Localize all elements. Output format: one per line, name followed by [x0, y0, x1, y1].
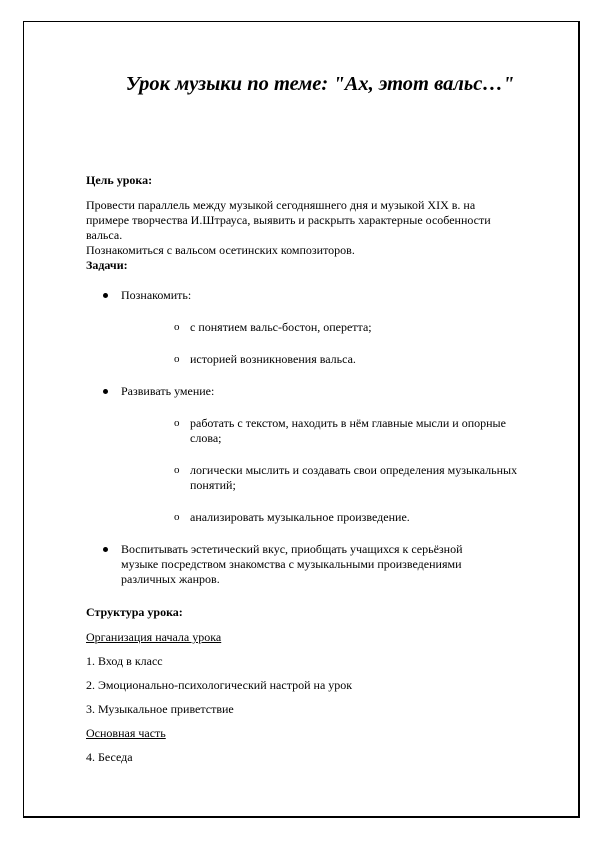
subtask-list	[121, 320, 558, 367]
document-title: Урок музыки по теме: "Ах, этот вальс…"	[125, 73, 515, 95]
subtask-line: историей возникновения вальса.	[190, 352, 356, 366]
circle-bullet-icon: o	[174, 353, 180, 365]
task-line: Воспитывать эстетический вкус, приобщать учащихся к серьёзной	[121, 542, 463, 556]
subtask-item	[121, 463, 558, 493]
step-item: 3. Музыкальное приветствие	[86, 702, 234, 716]
goal-line: Познакомиться с вальсом осетинских композиторов.	[86, 243, 355, 257]
subtask-line: логически мыслить и создавать свои определения музыкальных	[190, 463, 518, 477]
goal-heading: Цель урока:	[86, 173, 153, 187]
goal-line: Провести параллель между музыкой сегодняшнего дня и музыкой XIX в. на	[86, 198, 476, 212]
task-label: Познакомить:	[121, 288, 192, 302]
goal-text	[86, 198, 558, 258]
goal-line: вальса.	[86, 228, 123, 242]
step-item: 1. Вход в класс	[86, 654, 163, 668]
task-label: Развивать умение:	[121, 384, 215, 398]
task-line: музыке посредством знакомства с музыкальными произведениями	[121, 557, 462, 571]
document-body	[86, 173, 558, 765]
subtask-list	[121, 416, 558, 525]
subtask-item	[121, 320, 558, 335]
goal-line: примере творчества И.Штрауса, выявить и раскрыть характерные особенности	[86, 213, 491, 227]
section-heading: Основная часть	[86, 726, 166, 740]
step-item: 4. Беседа	[86, 750, 133, 764]
subtask-line: работать с текстом, находить в нём главные мысли и опорные	[190, 416, 506, 430]
circle-bullet-icon: o	[174, 321, 180, 333]
circle-bullet-icon: o	[174, 417, 180, 429]
circle-bullet-icon: o	[174, 464, 180, 476]
subtask-line: понятий;	[190, 478, 236, 492]
subtask-line: анализировать музыкальное произведение.	[190, 510, 410, 524]
subtask-line: слова;	[190, 431, 222, 445]
subtask-item	[121, 352, 558, 367]
subtask-line: с понятием вальс-бостон, оперетта;	[190, 320, 372, 334]
bullet-icon	[103, 547, 108, 552]
task-item	[86, 542, 558, 587]
circle-bullet-icon: o	[174, 511, 180, 523]
task-item	[86, 288, 558, 367]
section-heading: Организация начала урока	[86, 630, 222, 644]
task-line: различных жанров.	[121, 572, 220, 586]
step-item: 2. Эмоционально-психологический настрой на урок	[86, 678, 353, 692]
tasks-heading: Задачи:	[86, 258, 128, 272]
subtask-item	[121, 416, 558, 446]
task-item	[86, 384, 558, 525]
bullet-icon	[103, 293, 108, 298]
bullet-icon	[103, 389, 108, 394]
subtask-item	[121, 510, 558, 525]
structure-heading: Структура урока:	[86, 605, 183, 619]
tasks-list	[86, 288, 558, 587]
